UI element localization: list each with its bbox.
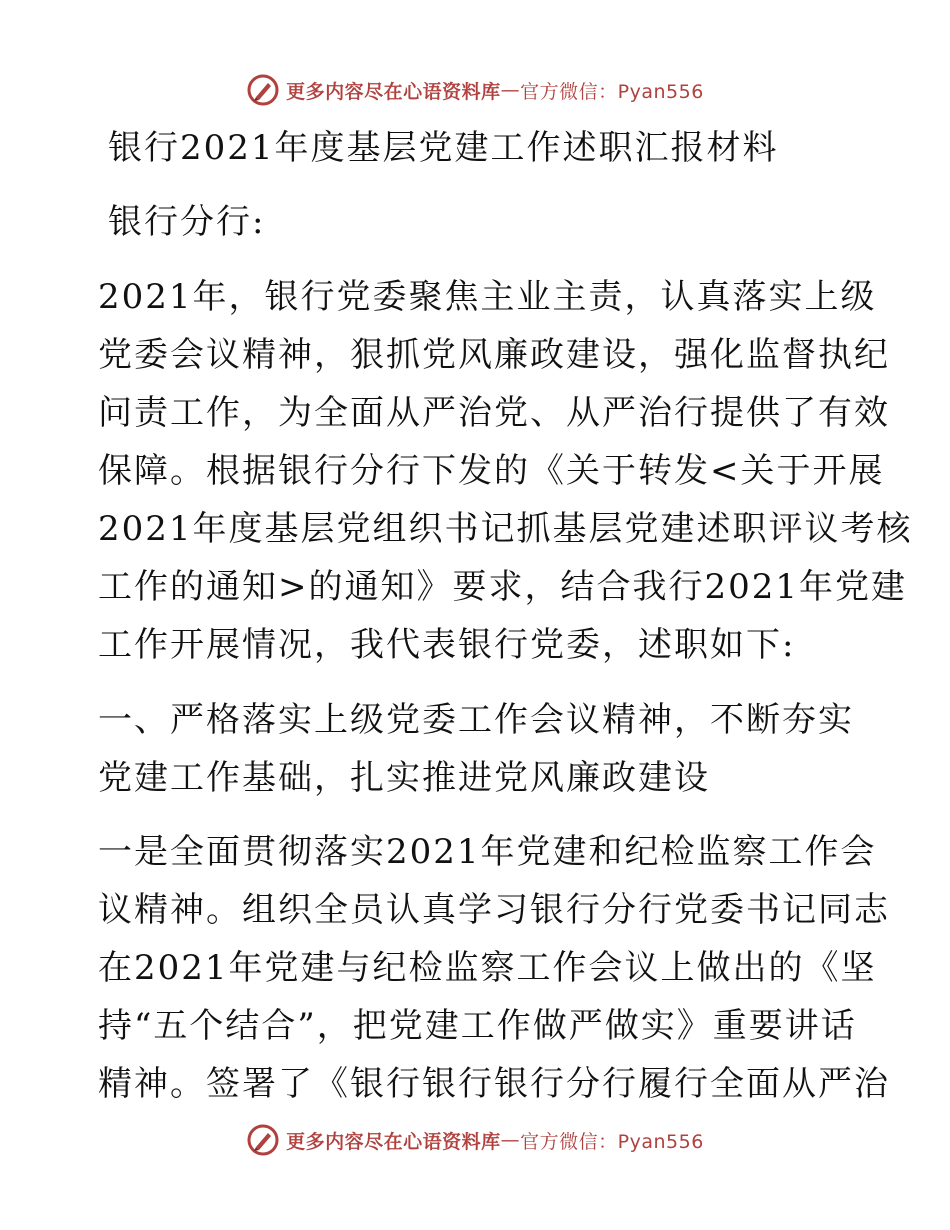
section-heading-line: 一、严格落实上级党委工作会议精神，不断夯实 <box>98 700 854 740</box>
paragraph-line: 工作的通知>的通知》要求，结合我行2021年党建 <box>98 567 908 607</box>
watermark-sub: 官方微信：Pyan556 <box>520 1130 704 1153</box>
paragraph-line: 2021年，银行党委聚焦主业主责，认真落实上级 <box>98 277 877 317</box>
paragraph-line: 持“五个结合”，把党建工作做严做实》重要讲话 <box>98 1006 857 1046</box>
watermark-banner-top <box>0 70 950 110</box>
paragraph-line: 一是全面贯彻落实2021年党建和纪检监察工作会 <box>98 832 877 872</box>
paragraph-line: 党委会议精神，狠抓党风廉政建设，强化监督执纪 <box>98 335 890 375</box>
paragraph-line: 在2021年党建与纪检监察工作会议上做出的《坚 <box>98 948 877 988</box>
watermark-text: 更多内容尽在心语资料库 <box>286 1130 501 1153</box>
pen-logo-icon <box>246 73 280 107</box>
paragraph-line: 问责工作，为全面从严治党、从严治行提供了有效 <box>98 393 890 433</box>
salutation: 银行分行: <box>108 202 266 242</box>
watermark-banner-bottom <box>0 1120 950 1160</box>
watermark-sub: 官方微信：Pyan556 <box>520 80 704 103</box>
paragraph-line: 议精神。组织全员认真学习银行分行党委书记同志 <box>98 890 890 930</box>
paragraph-line: 保障。根据银行分行下发的《关于转发<关于开展 <box>98 451 885 491</box>
watermark-dash: — <box>500 79 521 101</box>
section-heading-line: 党建工作基础，扎实推进党风廉政建设 <box>98 758 710 798</box>
watermark-dash: — <box>500 1129 521 1151</box>
paragraph-line: 精神。签署了《银行银行银行分行履行全面从严治 <box>98 1064 890 1104</box>
pen-logo-icon <box>246 1123 280 1157</box>
watermark-text: 更多内容尽在心语资料库 <box>286 80 501 103</box>
paragraph-line: 工作开展情况，我代表银行党委，述职如下: <box>98 625 796 665</box>
paragraph-line: 2021年度基层党组织书记抓基层党建述职评议考核 <box>98 509 913 549</box>
document-title: 银行2021年度基层党建工作述职汇报材料 <box>108 128 779 168</box>
